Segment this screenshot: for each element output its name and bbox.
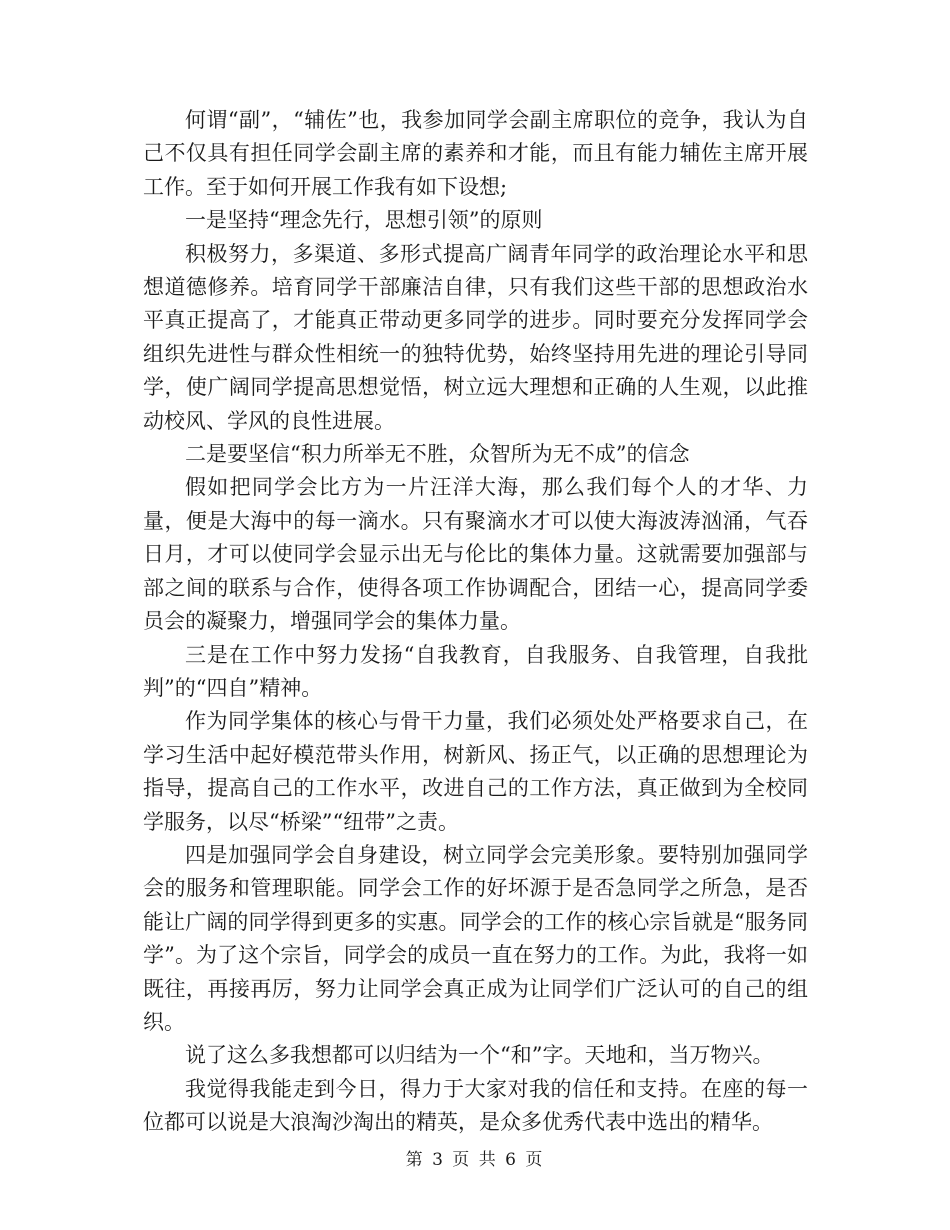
page-footer: 第 3 页 共 6 页 (405, 1150, 545, 1170)
paragraph-heading-2: 二是要坚信“积力所举无不胜，众智所为无不成”的信念 (185, 442, 690, 467)
paragraph-summary: 说了这么多我想都可以归结为一个“和”字。天地和，当万物兴。 (185, 1043, 774, 1068)
paragraph-heading-1: 一是坚持“理念先行，思想引领”的原则 (185, 208, 543, 233)
paragraph-section-1: 积极努力，多渠道、多形式提高广阔青年同学的政治理论水平和思想道德修养。培育同学干部廉洁自律，只有我们这些干部的思想政治水平真正提高了，才能真正带动更多同学的进步。同时要充分发挥同学会组织先进性与群众性相统一的独特优势，始终坚持用先进的理论引导同学，使广阔同学提高思想觉悟，树立远大理想和正确的人生观，以此推动校风、学风的良性进展。 (143, 241, 808, 433)
paragraph-intro: 何谓“副”，“辅佐”也，我参加同学会副主席职位的竞争，我认为自己不仅具有担任同学会副主席的素养和才能，而且有能力辅佐主席开展工作。至于如何开展工作我有如下设想; (143, 108, 808, 199)
paragraph-closing: 我觉得我能走到今日，得力于大家对我的信任和支持。在座的每一位都可以说是大浪淘沙淘出的精英，是众多优秀代表中选出的精华。 (143, 1076, 808, 1135)
paragraph-section-2: 假如把同学会比方为一片汪洋大海，那么我们每个人的才华、力量，便是大海中的每一滴水。只有聚滴水才可以使大海波涛汹涌，气吞日月，才可以使同学会显示出无与伦比的集体力量。这就需要加强部与部之间的联系与合作，使得各项工作协调配合，团结一心，提高同学委员会的凝聚力，增强同学会的集体力量。 (143, 475, 808, 634)
paragraph-heading-3: 三是在工作中努力发扬“自我教育，自我服务、自我管理，自我批判”的“四自”精神。 (143, 642, 808, 700)
paragraph-section-3: 作为同学集体的核心与骨干力量，我们必须处处严格要求自己，在学习生活中起好模范带头作用，树新风、扬正气，以正确的思想理论为指导，提高自己的工作水平，改进自己的工作方法，真正做到为全校同学服务，以尽“桥梁”“纽带”之责。 (143, 709, 808, 834)
paragraph-section-4: 四是加强同学会自身建设，树立同学会完美形象。要特别加强同学会的服务和管理职能。同学会工作的好坏源于是否急同学之所急，是否能让广阔的同学得到更多的实惠。同学会的工作的核心宗旨就是“服务同学”。为了这个宗旨，同学会的成员一直在努力的工作。为此，我将一如既往，再接再厉，努力让同学会真正成为让同学们广泛认可的自己的组织。 (143, 842, 808, 1034)
document-body (143, 104, 808, 1140)
